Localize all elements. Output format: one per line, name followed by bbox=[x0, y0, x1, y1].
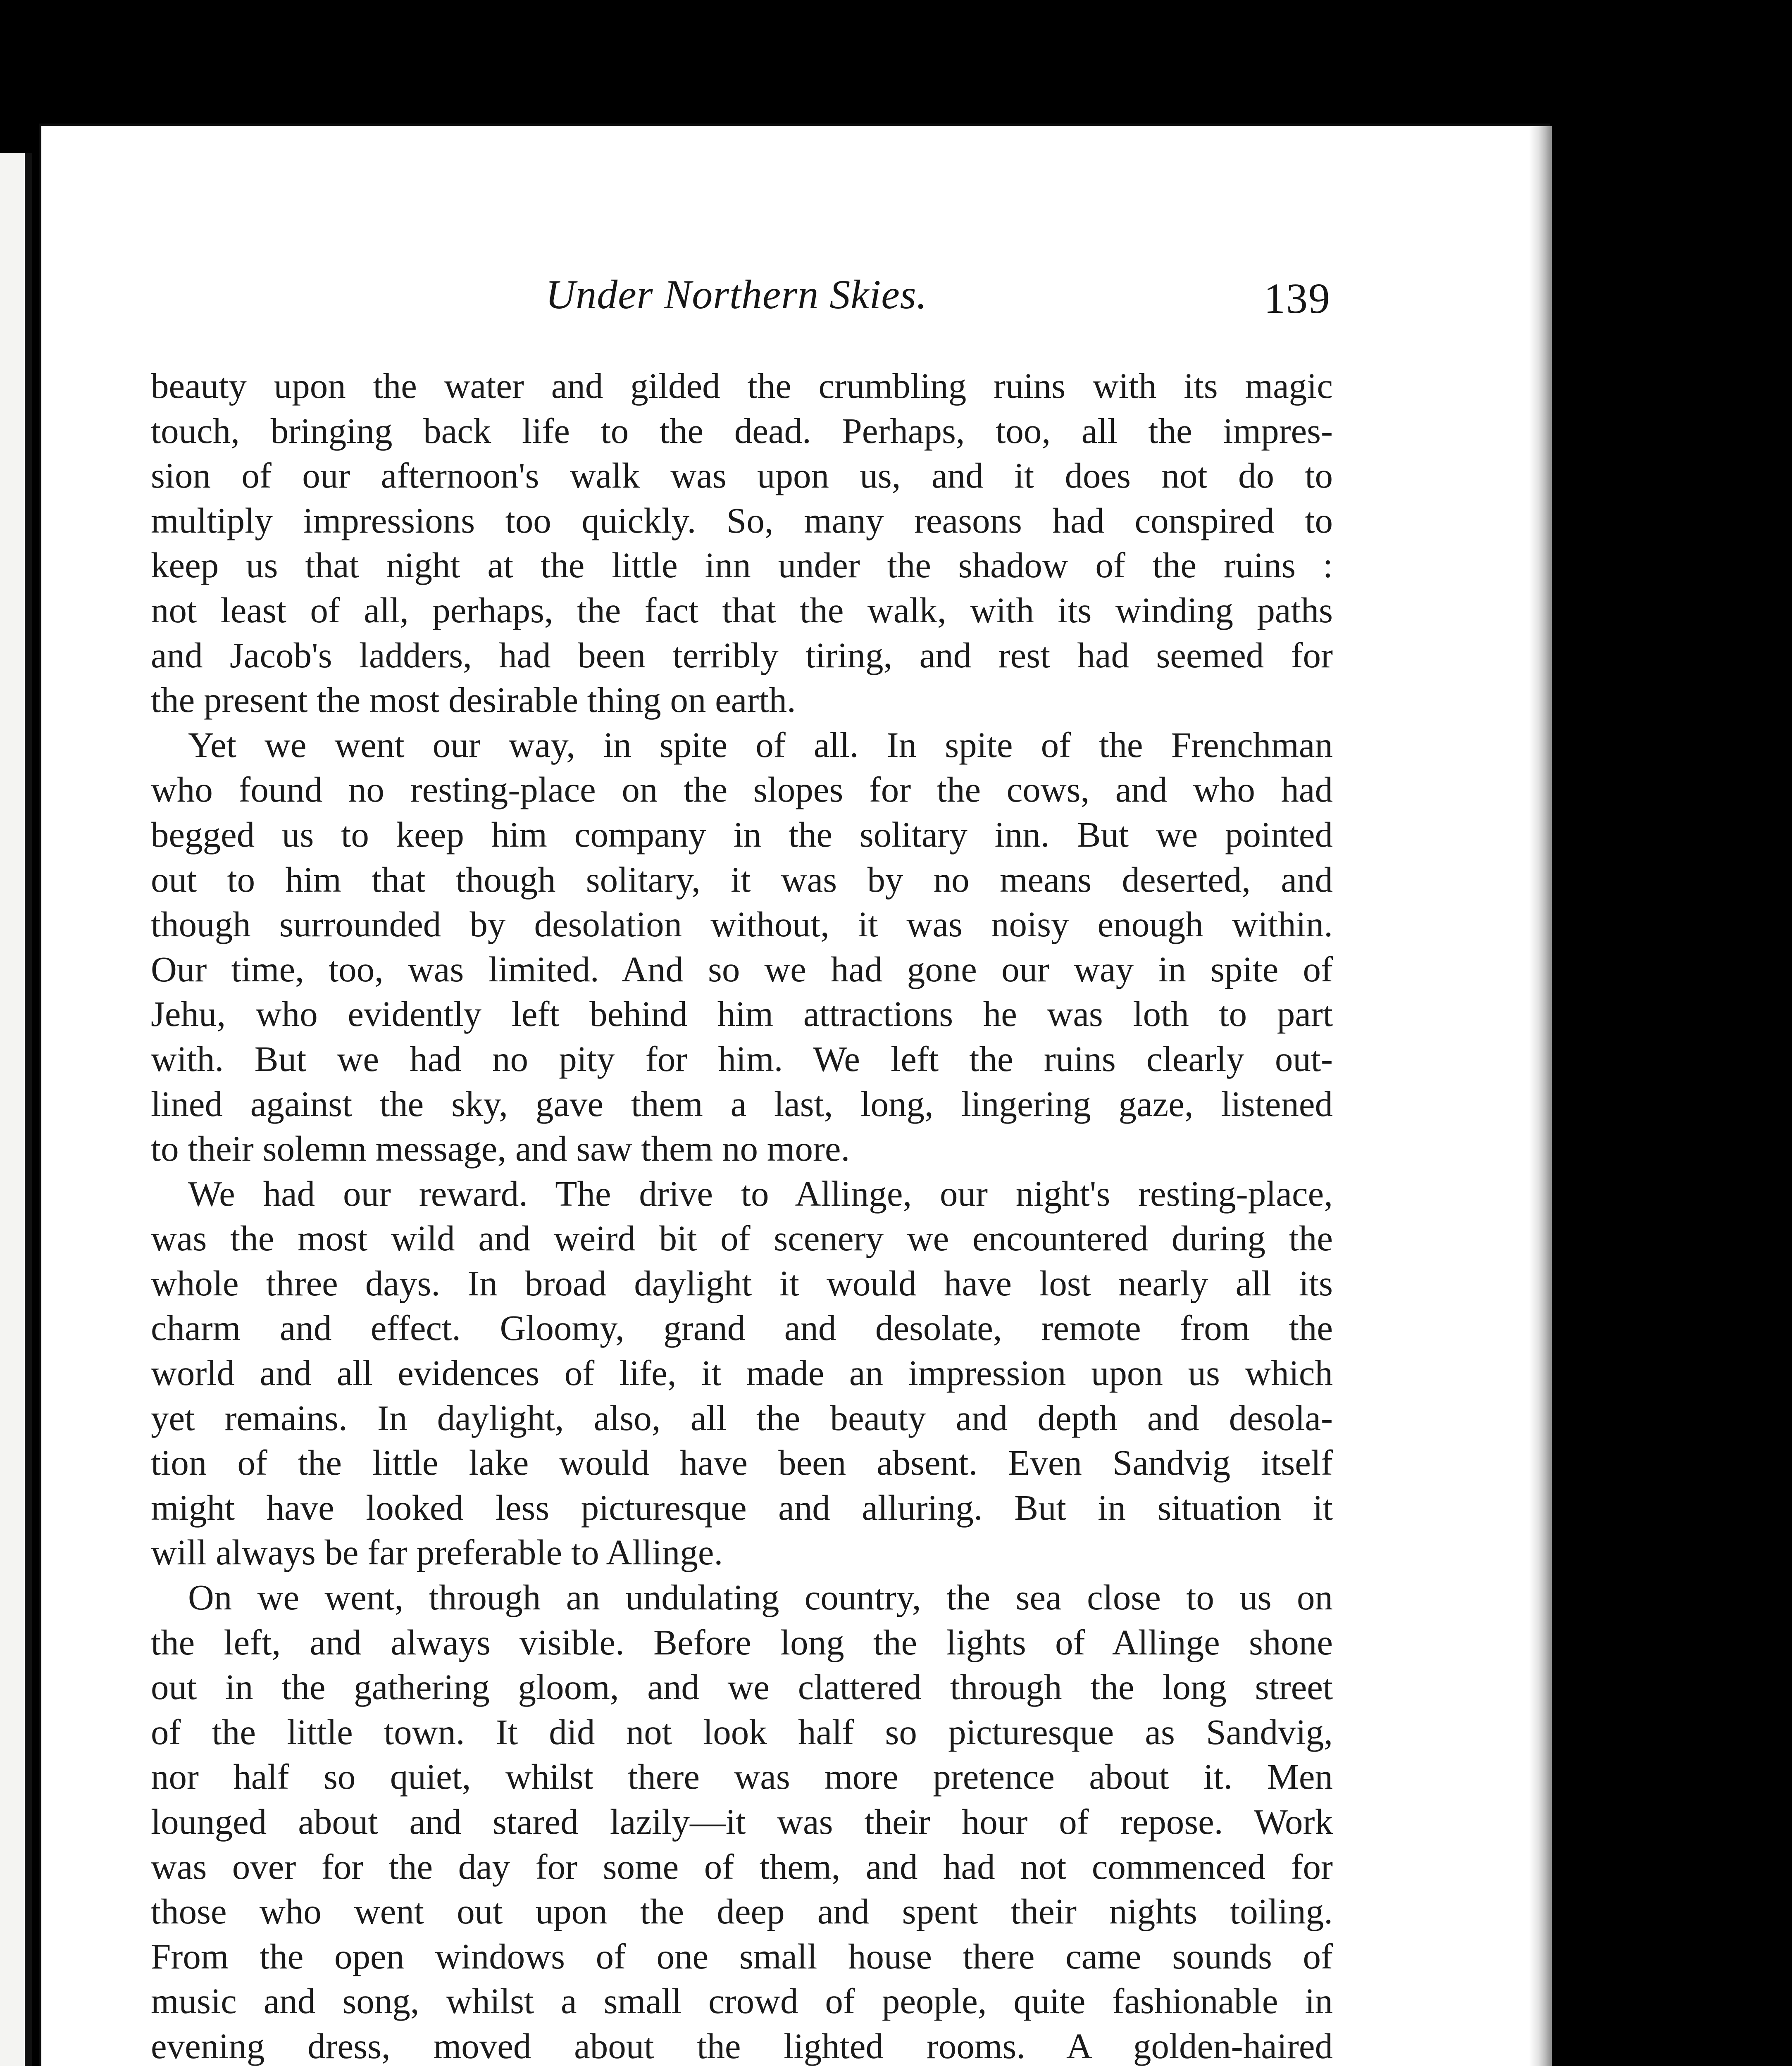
text-line: the present the most desirable thing on earth. bbox=[151, 680, 796, 720]
text-line: of the little town. It did not look half so picturesque as Sandvig, bbox=[151, 1711, 1333, 1752]
page-number: 139 bbox=[1264, 275, 1331, 322]
text-line: will always be far preferable to Allinge. bbox=[151, 1532, 723, 1573]
text-line: out to him that though solitary, it was by no means deserted, and bbox=[151, 859, 1333, 900]
text-line: Our time, too, was limited. And so we had gone our way in spite of bbox=[151, 949, 1333, 989]
text-line: lounged about and stared lazily—it was their hour of repose. Work bbox=[151, 1802, 1333, 1842]
text-line: yet remains. In daylight, also, all the beauty and depth and desola- bbox=[151, 1397, 1333, 1438]
text-line: multiply impressions too quickly. So, many reasons had conspired to bbox=[151, 500, 1333, 540]
text-line: begged us to keep him company in the solitary inn. But we pointed bbox=[151, 814, 1333, 854]
text-line: lined against the sky, gave them a last, long, lingering gaze, listened bbox=[151, 1083, 1333, 1124]
text-line: charm and effect. Gloomy, grand and desolate, remote from the bbox=[151, 1308, 1333, 1348]
page-header bbox=[149, 271, 1331, 333]
paragraph bbox=[151, 1575, 1333, 2066]
text-line: Jehu, who evidently left behind him attractions he was loth to part bbox=[151, 994, 1333, 1034]
text-line: out in the gathering gloom, and we clattered through the long street bbox=[151, 1667, 1333, 1707]
text-line: From the open windows of one small house there came sounds of bbox=[151, 1936, 1333, 1976]
text-line: might have looked less picturesque and alluring. But in situation it bbox=[151, 1487, 1333, 1528]
text-line: who found no resting-place on the slopes for the cows, and who had bbox=[151, 769, 1333, 810]
running-title: Under Northern Skies. bbox=[546, 271, 927, 317]
text-line: Yet we went our way, in spite of all. In spite of the Frenchman bbox=[188, 724, 1333, 765]
text-line: evening dress, moved about the lighted rooms. A golden-haired bbox=[151, 2026, 1333, 2066]
text-line: to their solemn message, and saw them no more. bbox=[151, 1128, 850, 1169]
text-line: nor half so quiet, whilst there was more pretence about it. Men bbox=[151, 1757, 1333, 1797]
text-line: We had our reward. The drive to Allinge, our night's resting-place, bbox=[188, 1173, 1333, 1214]
text-line: those who went out upon the deep and spent their nights toiling. bbox=[151, 1891, 1333, 1932]
text-line: sion of our afternoon's walk was upon us, and it does not do to bbox=[151, 455, 1333, 496]
text-line: whole three days. In broad daylight it would have lost nearly all its bbox=[151, 1263, 1333, 1303]
text-line: was the most wild and weird bit of scenery we encountered during the bbox=[151, 1218, 1333, 1259]
text-line: not least of all, perhaps, the fact that the walk, with its winding paths bbox=[151, 590, 1333, 630]
body-text bbox=[151, 364, 1333, 2066]
text-line: music and song, whilst a small crowd of people, quite fashionable in bbox=[151, 1981, 1333, 2021]
text-line: keep us that night at the little inn under the shadow of the ruins : bbox=[151, 545, 1333, 586]
previous-page-edge bbox=[0, 153, 32, 2066]
text-line: world and all evidences of life, it made an impression upon us which bbox=[151, 1353, 1333, 1393]
text-line: On we went, through an undulating country, the sea close to us on bbox=[188, 1577, 1333, 1618]
paragraph bbox=[151, 1171, 1333, 1575]
text-line: though surrounded by desolation without, it was noisy enough within. bbox=[151, 904, 1333, 945]
text-line: with. But we had no pity for him. We left the ruins clearly out- bbox=[151, 1038, 1333, 1079]
text-line: beauty upon the water and gilded the crumbling ruins with its magic bbox=[151, 366, 1333, 406]
paragraph bbox=[151, 723, 1333, 1171]
text-line: the left, and always visible. Before long the lights of Allinge shone bbox=[151, 1622, 1333, 1662]
text-line: was over for the day for some of them, and had not commenced for bbox=[151, 1846, 1333, 1887]
page-edge-shadow bbox=[1529, 126, 1552, 2066]
text-line: tion of the little lake would have been absent. Even Sandvig itself bbox=[151, 1442, 1333, 1483]
paragraph bbox=[151, 364, 1333, 723]
text-line: touch, bringing back life to the dead. Perhaps, too, all the impres- bbox=[151, 410, 1333, 451]
text-line: and Jacob's ladders, had been terribly tiring, and rest had seemed for bbox=[151, 635, 1333, 675]
